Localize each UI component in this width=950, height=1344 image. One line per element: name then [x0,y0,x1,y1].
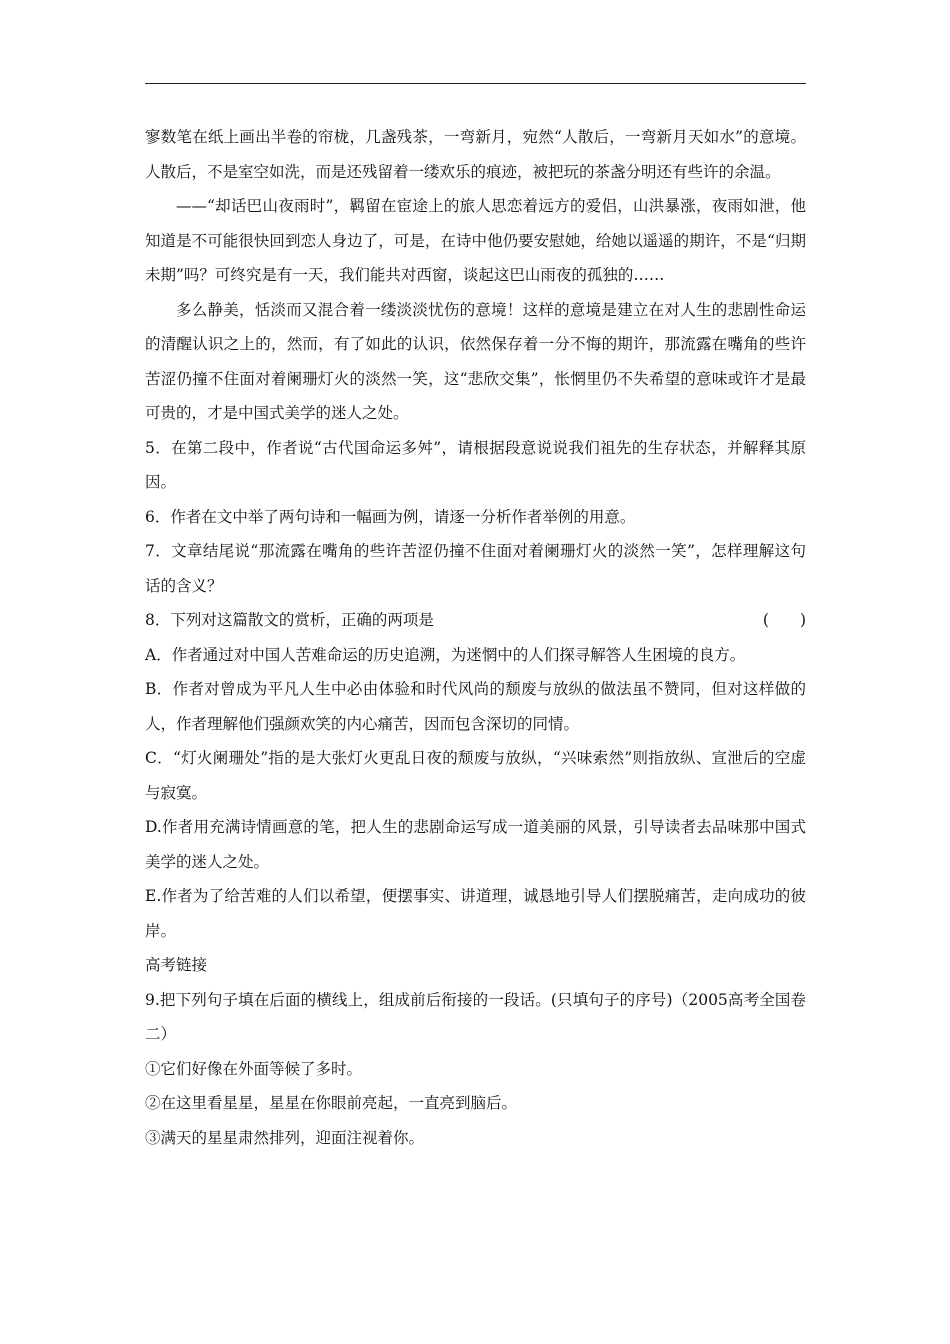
sentence-item-2: ②在这里看星星，星星在你眼前亮起，一直亮到脑后。 [145,1094,518,1112]
section-heading: 高考链接 [145,956,208,974]
answer-blank: ( ) [762,611,806,629]
header-rule [145,83,806,84]
question-6: 6．作者在文中举了两句诗和一幅画为例，请逐一分析作者举例的用意。 [145,507,636,526]
sentence-item-1: ①它们好像在外面等候了多时。 [145,1059,363,1078]
question-8-text: 8．下列对这篇散文的赏析，正确的两项是 [145,611,434,629]
sentence-item-3: ③满天的星星肃然排列，迎面注视着你。 [145,1128,425,1147]
passage-paragraph-1: 寥数笔在纸上画出半卷的帘栊，几盏残茶，一弯新月，宛然“人散后，一弯新月天如水”的意境。人散后，不是室空如洗，而是还残留着一缕欢乐的痕迹，被把玩的茶盏分明还有些许的余温。 [145,128,806,181]
option-a: A．作者通过对中国人苦难命运的历史追溯，为迷惘中的人们探寻解答人生困境的良方。 [145,645,746,664]
passage-paragraph-2: ——“却话巴山夜雨时”，羁留在宦途上的旅人思恋着远方的爱侣，山洪暴涨，夜雨如泄，他知道是不可能很快回到恋人身边了，可是，在诗中他仍要安慰她，给她以遥遥的期许，不是“归期未期”吗？可终究是有一天，我们能共对西窗，谈起这巴山雨夜的孤独的…… [145,197,806,284]
option-d: D.作者用充满诗情画意的笔，把人生的悲剧命运写成一道美丽的风景，引导读者去品味那中国式美学的迷人之处。 [145,818,806,871]
document-body [145,120,806,1155]
option-e: E.作者为了给苦难的人们以希望，便摆事实、讲道理，诚恳地引导人们摆脱痛苦，走向成功的彼岸。 [145,887,806,940]
question-5: 5．在第二段中，作者说“古代国命运多舛”，请根据段意说说我们祖先的生存状态，并解释其原因。 [145,438,806,491]
question-9: 9.把下列句子填在后面的横线上，组成前后衔接的一段话。(只填句子的序号)（2005高考全国卷二） [145,990,806,1043]
passage-paragraph-3: 多么静美，恬淡而又混合着一缕淡淡忧伤的意境！这样的意境是建立在对人生的悲剧性命运的清醒认识之上的，然而，有了如此的认识，依然保存着一分不悔的期许，那流露在嘴角的些许苦涩仍撞不住面对着阑珊灯火的淡然一笑，这“悲欣交集”，怅惘里仍不失希望的意味或许才是最可贵的，才是中国式美学的迷人之处。 [145,300,806,422]
option-c: C．“灯火阑珊处”指的是大张灯火更乱日夜的颓废与放纵，“兴味索然”则指放纵、宣泄后的空虚与寂寞。 [145,749,806,802]
option-b: B．作者对曾成为平凡人生中必由体验和时代风尚的颓废与放纵的做法虽不赞同，但对这样做的人，作者理解他们强颜欢笑的内心痛苦，因而包含深切的同情。 [145,680,806,733]
question-8 [145,603,806,638]
question-7: 7．文章结尾说“那流露在嘴角的些许苦涩仍撞不住面对着阑珊灯火的淡然一笑”，怎样理解这句话的含义？ [145,542,806,595]
